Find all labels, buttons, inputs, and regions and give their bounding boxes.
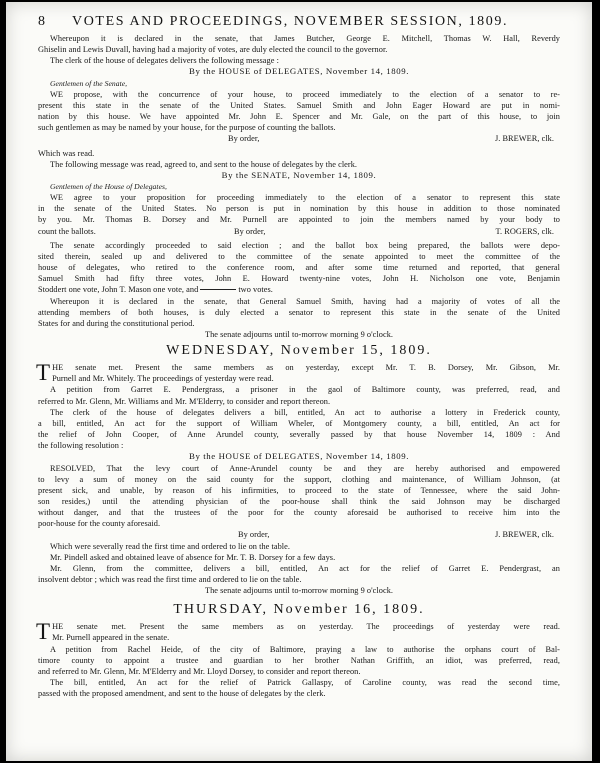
day-heading-wednesday: WEDNESDAY, November 15, 1809. [166, 343, 432, 359]
paragraph-line: timore county to appoint a trustee and guardian to her brother Nathan Griffith, an idiot, was preferred, read, [38, 655, 560, 665]
signature-line [38, 529, 560, 540]
resolution-line: to levy a sum of money on the said county for the support, clothing and maintenance, of William Johnson, (at [38, 474, 560, 484]
paragraph-line: a bill, entitled, An act for the support of William Wheler, of Montgomery county, a bill, entitled, An act for [38, 418, 560, 428]
paragraph-line: The senate accordingly proceeded to said election ; and the ballot box being prepared, the ballots were depo- [50, 240, 560, 250]
paragraph-line: Purnell and Mr. Whitely. The proceedings of yesterday were read. [52, 374, 274, 384]
resolution-line: RESOLVED, That the levy court of Anne-Arundel county be and they are hereby authorised and empowered [50, 463, 560, 473]
message-line: present this state in the senate of the United States. Samuel Smith and John Eager Howard are put in nomi- [38, 100, 560, 110]
day-heading-thursday: THURSDAY, November 16, 1809. [173, 602, 425, 618]
running-head-title: VOTES AND PROCEEDINGS, NOVEMBER SESSION, 1809. [72, 14, 509, 29]
byline-house-of-delegates: By the HOUSE of DELEGATES, November 14, 1809. [188, 66, 410, 77]
paragraph-text: Stoddert one vote, John T. Mason one vote, and [38, 285, 199, 295]
paragraph-line: HE senate met. Present the same members as on yesterday, except Mr. T. B. Dorsey, Mr. Gibson, Mr. [52, 363, 560, 373]
paragraph-line: sited therein, sealed up and delivered to the committee of the senate appointed to meet the committee of the [38, 252, 560, 261]
clerk-signature: J. BREWER, clk. [494, 530, 554, 540]
paragraph-line: The following message was read, agreed to, and sent to the house of delegates by the clerk. [50, 159, 358, 169]
drop-cap: T [36, 619, 51, 645]
paragraph-line: Whereupon it is declared in the senate, that General Samuel Smith, having had a majority of votes of all the [50, 296, 560, 306]
paragraph-line: A petition from Garret E. Pendergrass, a prisoner in the gaol of Baltimore county, was preferred, read, and [50, 385, 560, 395]
page-number: 8 [38, 14, 47, 29]
resolution-line: poor-house for the county aforesaid. [38, 519, 161, 529]
signature-line [38, 226, 560, 237]
paragraph-line: HE senate met. Present the same members as on yesterday. The proceedings of yesterday were read. [52, 622, 560, 632]
paragraph-line: passed with the proposed amendment, and sent to the house of delegates by the clerk. [38, 689, 326, 699]
paragraph-line: The clerk of the house of delegates delivers the following message : [50, 56, 279, 66]
by-order-label: By order, [228, 134, 260, 144]
message-line: count the ballots. [38, 226, 96, 236]
adjournment-line: The senate adjourns until to-morrow morning 9 o'clock. [204, 330, 394, 340]
message-line: such gentlemen as may be named by your house, for the purpose of counting the ballots. [38, 123, 336, 133]
by-order-label: By order, [234, 226, 266, 236]
paragraph-line-with-blank [38, 284, 560, 295]
message-line: WE agree to your proposition for proceeding immediately to the election of a senator to represent this state [50, 193, 560, 203]
paragraph-line: Which was read. [38, 148, 95, 158]
paragraph-line: The clerk of the house of delegates delivers a bill, entitled, An act to authorise a lottery in Frederick county, [50, 407, 560, 417]
document-page [6, 2, 592, 761]
paragraph-line: Mr. Purnell appeared in the senate. [52, 633, 170, 643]
resolution-line: present sick, and unable, by reason of his infirmities, to proceed to the state of Tennessee, where the said John- [38, 485, 560, 495]
paragraph-line: Samuel Smith had fifty three votes, John E. Howard twenty-nine votes, John H. Nicholson one vote, Benjamin [38, 274, 560, 284]
signature-line [38, 133, 560, 144]
by-order-label: By order, [238, 530, 270, 540]
blank-rule [200, 289, 236, 290]
paragraph-line: Mr. Glenn, from the committee, delivers a bill, entitled, An act for the relief of Garret E. Pendergrast, an [50, 563, 560, 573]
paragraph-line: States for and during the constitutional period. [38, 318, 195, 328]
resolution-line: without danger, and that the trustees of the poor for the county aforesaid be authorised to receive him into the [38, 508, 560, 518]
message-line: nation by this house. We have appointed Mr. John E. Spencer and Mr. Gale, on the part of this house, to join [38, 112, 560, 122]
salutation: Gentlemen of the Senate, [50, 78, 128, 88]
resolution-line: son resides,) until the attending physician of the poor-house shall think the said Johnson may be discharged [38, 496, 560, 506]
paragraph-line: insolvent debtor ; which was read the first time and ordered to lie on the table. [38, 574, 302, 584]
running-head [38, 12, 560, 32]
paragraph-text: two votes. [238, 285, 273, 295]
paragraph-line: Ghiselin and Lewis Duvall, having had a majority of votes, are duly elected the council to the governor. [38, 45, 388, 55]
message-line: WE propose, with the concurrence of your house, to proceed immediately to the election of a senator to re- [50, 89, 560, 99]
salutation: Gentlemen of the House of Delegates, [50, 181, 167, 191]
paragraph-line: Mr. Pindell asked and obtained leave of absence for Mr. T. B. Dorsey for a few days. [50, 552, 336, 562]
paragraph-line: Which were severally read the first time and ordered to lie on the table. [50, 541, 291, 551]
adjournment-line: The senate adjourns until to-morrow morning 9 o'clock. [204, 586, 394, 596]
clerk-signature: J. BREWER, clk. [494, 134, 554, 144]
paragraph-line: the relief of John Cooper, of Anne Arundel county, severally passed by that house November 14, 1809 : And [38, 430, 560, 440]
paragraph-line: attending members of both houses, is duly elected a senator to represent this state in the senate of the United [38, 307, 560, 317]
opening-paragraph [38, 621, 560, 643]
paragraph-line: the following resolution : [38, 441, 124, 451]
opening-paragraph [38, 362, 560, 384]
page-body [38, 12, 560, 699]
byline-house-of-delegates: By the HOUSE of DELEGATES, November 14, 1809. [188, 451, 410, 462]
paragraph-line: house of delegates, who retired to the conference room, and after some time returned and reported, that general [38, 263, 560, 273]
message-line: in the senate of the United States. No person is put in nomination by this house in addition to those nominated [38, 204, 560, 214]
paragraph-line: A petition from Rachel Heide, of the city of Baltimore, praying a law to authorise the orphans court of Bal- [50, 644, 560, 654]
clerk-signature: T. ROGERS, clk. [495, 226, 554, 236]
paragraph-line: The bill, entitled, An act for the relief of Patrick Gallaspy, of Caroline county, was read the second time, [50, 678, 560, 688]
message-line: by you. Mr. Thomas B. Dorsey and Mr. Purnell are appointed to join the members named by your body to [38, 215, 560, 225]
paragraph-line: Whereupon it is declared in the senate, that James Butcher, George E. Mitchell, Thomas W. Hall, Reverdy [50, 34, 560, 43]
paragraph-line: referred to Mr. Glenn, Mr. Williams and Mr. M'Elderry, to consider and report thereon. [38, 396, 331, 406]
byline-senate: By the SENATE, November 14, 1809. [221, 169, 377, 180]
drop-cap: T [36, 360, 51, 386]
paragraph-line: and referred to Mr. Glenn, Mr. M'Elderry and Mr. Lloyd Dorsey, to consider and report thereon. [38, 666, 361, 676]
